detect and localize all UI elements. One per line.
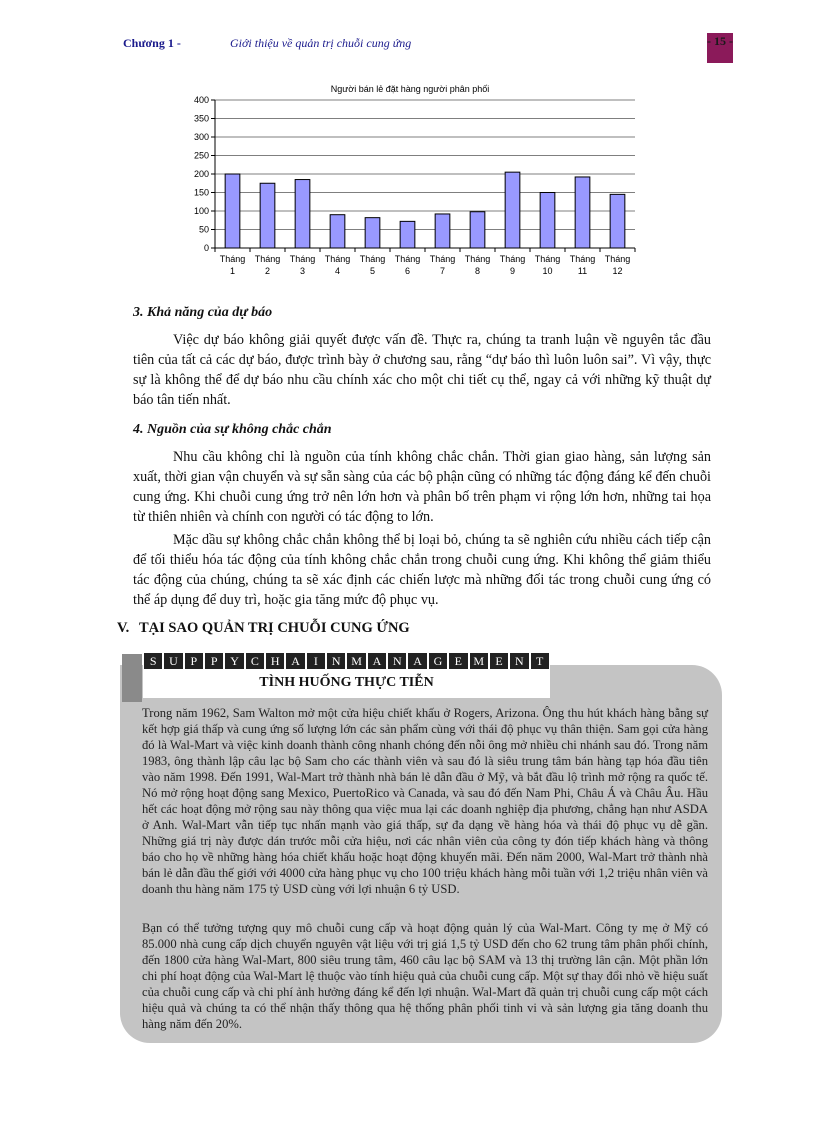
letter-cell: A [407, 652, 427, 670]
bar-chart [180, 80, 640, 285]
chapter-label: Chương 1 - [123, 36, 181, 50]
section-5-heading [117, 620, 410, 637]
bar [435, 214, 450, 248]
letter-cell: N [326, 652, 346, 670]
letter-cell: H [265, 652, 285, 670]
x-tick-label: Tháng [254, 254, 281, 264]
x-tick-label: 5 [369, 266, 376, 276]
y-tick-label: 200 [193, 169, 209, 179]
letter-cell: M [469, 652, 489, 670]
letter-cell: U [163, 652, 183, 670]
section-3-paragraph: Việc dự báo không giải quyết được vấn đề. Thực ra, chúng ta tranh luận về nguyên tắc đầu tiên của tất cả các dự báo, được trình bày ở chương sau, rằng “dự báo thì luôn luôn sai”. Vì vậy, thực sự là không thể để dự báo nhu cầu chính xác cho một chi tiết cụ thể, ngay cả với những kỹ thuật dự báo tân tiến nhất. [133, 332, 711, 408]
section-4-paragraph-1: Nhu cầu không chỉ là nguồn của tính không chắc chắn. Thời gian giao hàng, sản lượng sản xuất, thời gian vận chuyển và sự sẵn sàng của các bộ phận cũng có những tác động đáng kể đến chuỗi cung ứng. Khi chuỗi cung ứng trở nên lớn hơn và phân bố trên phạm vi rộng lớn hơn, những tai họa từ thiên nhiên và chính con người có tác động to lớn. [133, 449, 711, 525]
bar [470, 212, 485, 248]
page-number: - 15 - [707, 33, 733, 63]
y-tick-label: 150 [193, 187, 209, 198]
letter-cell: E [489, 652, 509, 670]
x-tick-label: Tháng [324, 254, 351, 264]
x-tick-label: Tháng [569, 254, 596, 264]
section-5-number: V. [117, 620, 130, 636]
letter-cell: C [245, 652, 265, 670]
chapter-title: Giới thiệu về quản trị chuỗi cung ứng [230, 36, 412, 50]
x-tick-label: 12 [612, 266, 623, 276]
x-tick-label: Tháng [394, 254, 421, 264]
y-tick-label: 0 [203, 243, 209, 253]
bar [365, 218, 380, 248]
chart-gridlines [215, 100, 635, 230]
section-4-paragraph-2: Mặc dầu sự không chắc chắn không thể bị loại bỏ, chúng ta sẽ nghiên cứu nhiều cách tiếp cận để tối thiểu hóa tác động của tính không chắc chắn trong chuỗi cung ứng. Khi không thể giảm thiểu tác động của chúng, chúng ta sẽ xác định các chiến lược mà những đối tác trong chuỗi cung ứng có thể áp dụng để duy trì, hoặc gia tăng mức độ phục vụ. [133, 532, 711, 608]
letter-cell: N [509, 652, 529, 670]
section-3-heading: 3. Khả năng của dự báo [133, 305, 273, 320]
supply-chain-letter-bar [143, 652, 550, 670]
case-study-title: TÌNH HUỐNG THỰC TIỄN [143, 670, 550, 698]
letter-cell: N [387, 652, 407, 670]
letter-cell: S [143, 652, 163, 670]
x-tick-label: 6 [404, 266, 411, 276]
x-tick-label: Tháng [289, 254, 316, 264]
letter-cell: E [448, 652, 468, 670]
letter-cell: Y [224, 652, 244, 670]
x-tick-label: Tháng [429, 254, 456, 264]
case-study-paragraph-1: Trong năm 1962, Sam Walton mở một cửa hiệu chiết khấu ở Rogers, Arizona. Ông thu hút khách hàng bằng sự kết hợp giá thấp và cung ứng số lượng lớn các sản phẩm cùng với thái độ phục vụ thân thiện. Sam gọi cửa hàng đó là Wal-Mart và việc kinh doanh thành công nhanh chóng đến nỗi ông mở nhiều chi nhánh sau đó. Trong năm 1983, ông thành lập câu lạc bộ Sam cho các thành viên và sau đó là siêu trung tâm bán hàng tạp hóa đầu tiên vào năm 1998. Đến 1991, Wal-Mart trở thành nhà bán lẻ dẫn đầu ở Mỹ, và bắt đầu lộ trình mở rộng ra quốc tế. Nó mở rộng hoạt động sang Mexico, PuertoRico và Canada, và sau đó đến Nam Phi, Châu Á và Châu Âu. Hầu hết các hoạt động mở rộng sau này thông qua việc mua lại các doanh nghiệp địa phương, chẳng hạn như ASDA ở Anh. Wal-Mart vẫn tiếp tục nhấn mạnh vào giá thấp, sự đa dạng về hàng hóa và thái độ phục vụ dễ gần. Những giá trị này được dán trước mỗi cửa hiệu, nơi các nhân viên của công ty đón tiếp khách hàng và thông báo cho họ về những hàng hóa chiết khấu hoặc hoạt động khuyến mãi. Đến năm 2000, Wal-Mart trở thành nhà bán lẻ dẫn đầu thế giới với 4000 cửa hàng phục vụ cho 100 triệu khách hàng mỗi tuần với 1,2 triệu nhân viên và doanh thu hàng năm 175 tỷ USD cùng với lợi nhuận 6 tỷ USD. [142, 706, 708, 896]
chart-bars [225, 172, 625, 248]
y-axis-ticks [194, 95, 215, 253]
bar [575, 177, 590, 248]
y-tick-label: 300 [193, 132, 209, 142]
letter-cell: I [306, 652, 326, 670]
x-axis-ticks [215, 248, 635, 276]
x-tick-label: 7 [439, 266, 446, 276]
bar [260, 183, 275, 248]
y-tick-label: 350 [193, 113, 209, 124]
x-tick-label: Tháng [604, 254, 631, 264]
bar [295, 180, 310, 248]
x-tick-label: 8 [474, 266, 481, 276]
x-tick-label: 2 [264, 266, 271, 276]
y-tick-label: 400 [193, 95, 209, 105]
page-header [123, 34, 733, 54]
x-tick-label: Tháng [464, 254, 491, 264]
letter-cell: A [285, 652, 305, 670]
x-tick-label: 9 [509, 266, 516, 276]
x-tick-label: Tháng [499, 254, 526, 264]
chart-title: Người bán lẻ đặt hàng người phân phối [330, 84, 490, 94]
x-tick-label: Tháng [219, 254, 246, 264]
y-tick-label: 100 [193, 206, 209, 216]
x-tick-label: Tháng [359, 254, 386, 264]
x-tick-label: 3 [299, 266, 306, 276]
bar [400, 221, 415, 248]
x-tick-label: 1 [229, 266, 236, 276]
bar [225, 174, 240, 248]
section-4-heading: 4. Nguồn của sự không chắc chắn [133, 422, 332, 437]
bar [540, 193, 555, 249]
bar [330, 215, 345, 248]
x-tick-label: 11 [577, 266, 588, 276]
x-tick-label: 4 [334, 266, 341, 276]
letter-cell: T [530, 652, 550, 670]
case-study-paragraph-2: Bạn có thể tưởng tượng quy mô chuỗi cung cấp và hoạt động quản lý của Wal-Mart. Công ty mẹ ở Mỹ có 85.000 nhà cung cấp dịch chuyển nguyên vật liệu với trị giá 1,5 tỷ USD đến cho 62 trung tâm phân phối chính, đến 1800 cửa hàng Wal-Mart, 800 siêu trung tâm, 460 câu lạc bộ SAM và 13 thị trường lân cận. Một phần lớn chi phí hoạt động của Wal-Mart lệ thuộc vào tính hiệu quả của chuỗi cung cấp. Một sự thay đổi nhỏ về hiệu suất của chuỗi cung cấp và chi phí ảnh hưởng đáng kể đến lợi nhuận. Wal-Mart đã quản trị chuỗi cung cấp một cách hiệu quả và chúng ta có thể nhận thấy thông qua hệ thống phân phối tinh vi và sản lượng gia tăng doanh thu hàng năm đến 20%. [142, 921, 708, 1031]
y-tick-label: 50 [198, 224, 209, 235]
case-study-tab [122, 654, 142, 702]
section-5-title: TẠI SAO QUẢN TRỊ CHUỖI CUNG ỨNG [139, 620, 410, 636]
x-tick-label: 10 [542, 266, 553, 276]
y-tick-label: 250 [193, 150, 209, 161]
letter-cell: A [367, 652, 387, 670]
letter-cell: G [428, 652, 448, 670]
letter-cell: M [346, 652, 366, 670]
x-tick-label: Tháng [534, 254, 561, 264]
bar [505, 172, 520, 248]
letter-cell: P [204, 652, 224, 670]
letter-cell: P [184, 652, 204, 670]
bar [610, 194, 625, 248]
